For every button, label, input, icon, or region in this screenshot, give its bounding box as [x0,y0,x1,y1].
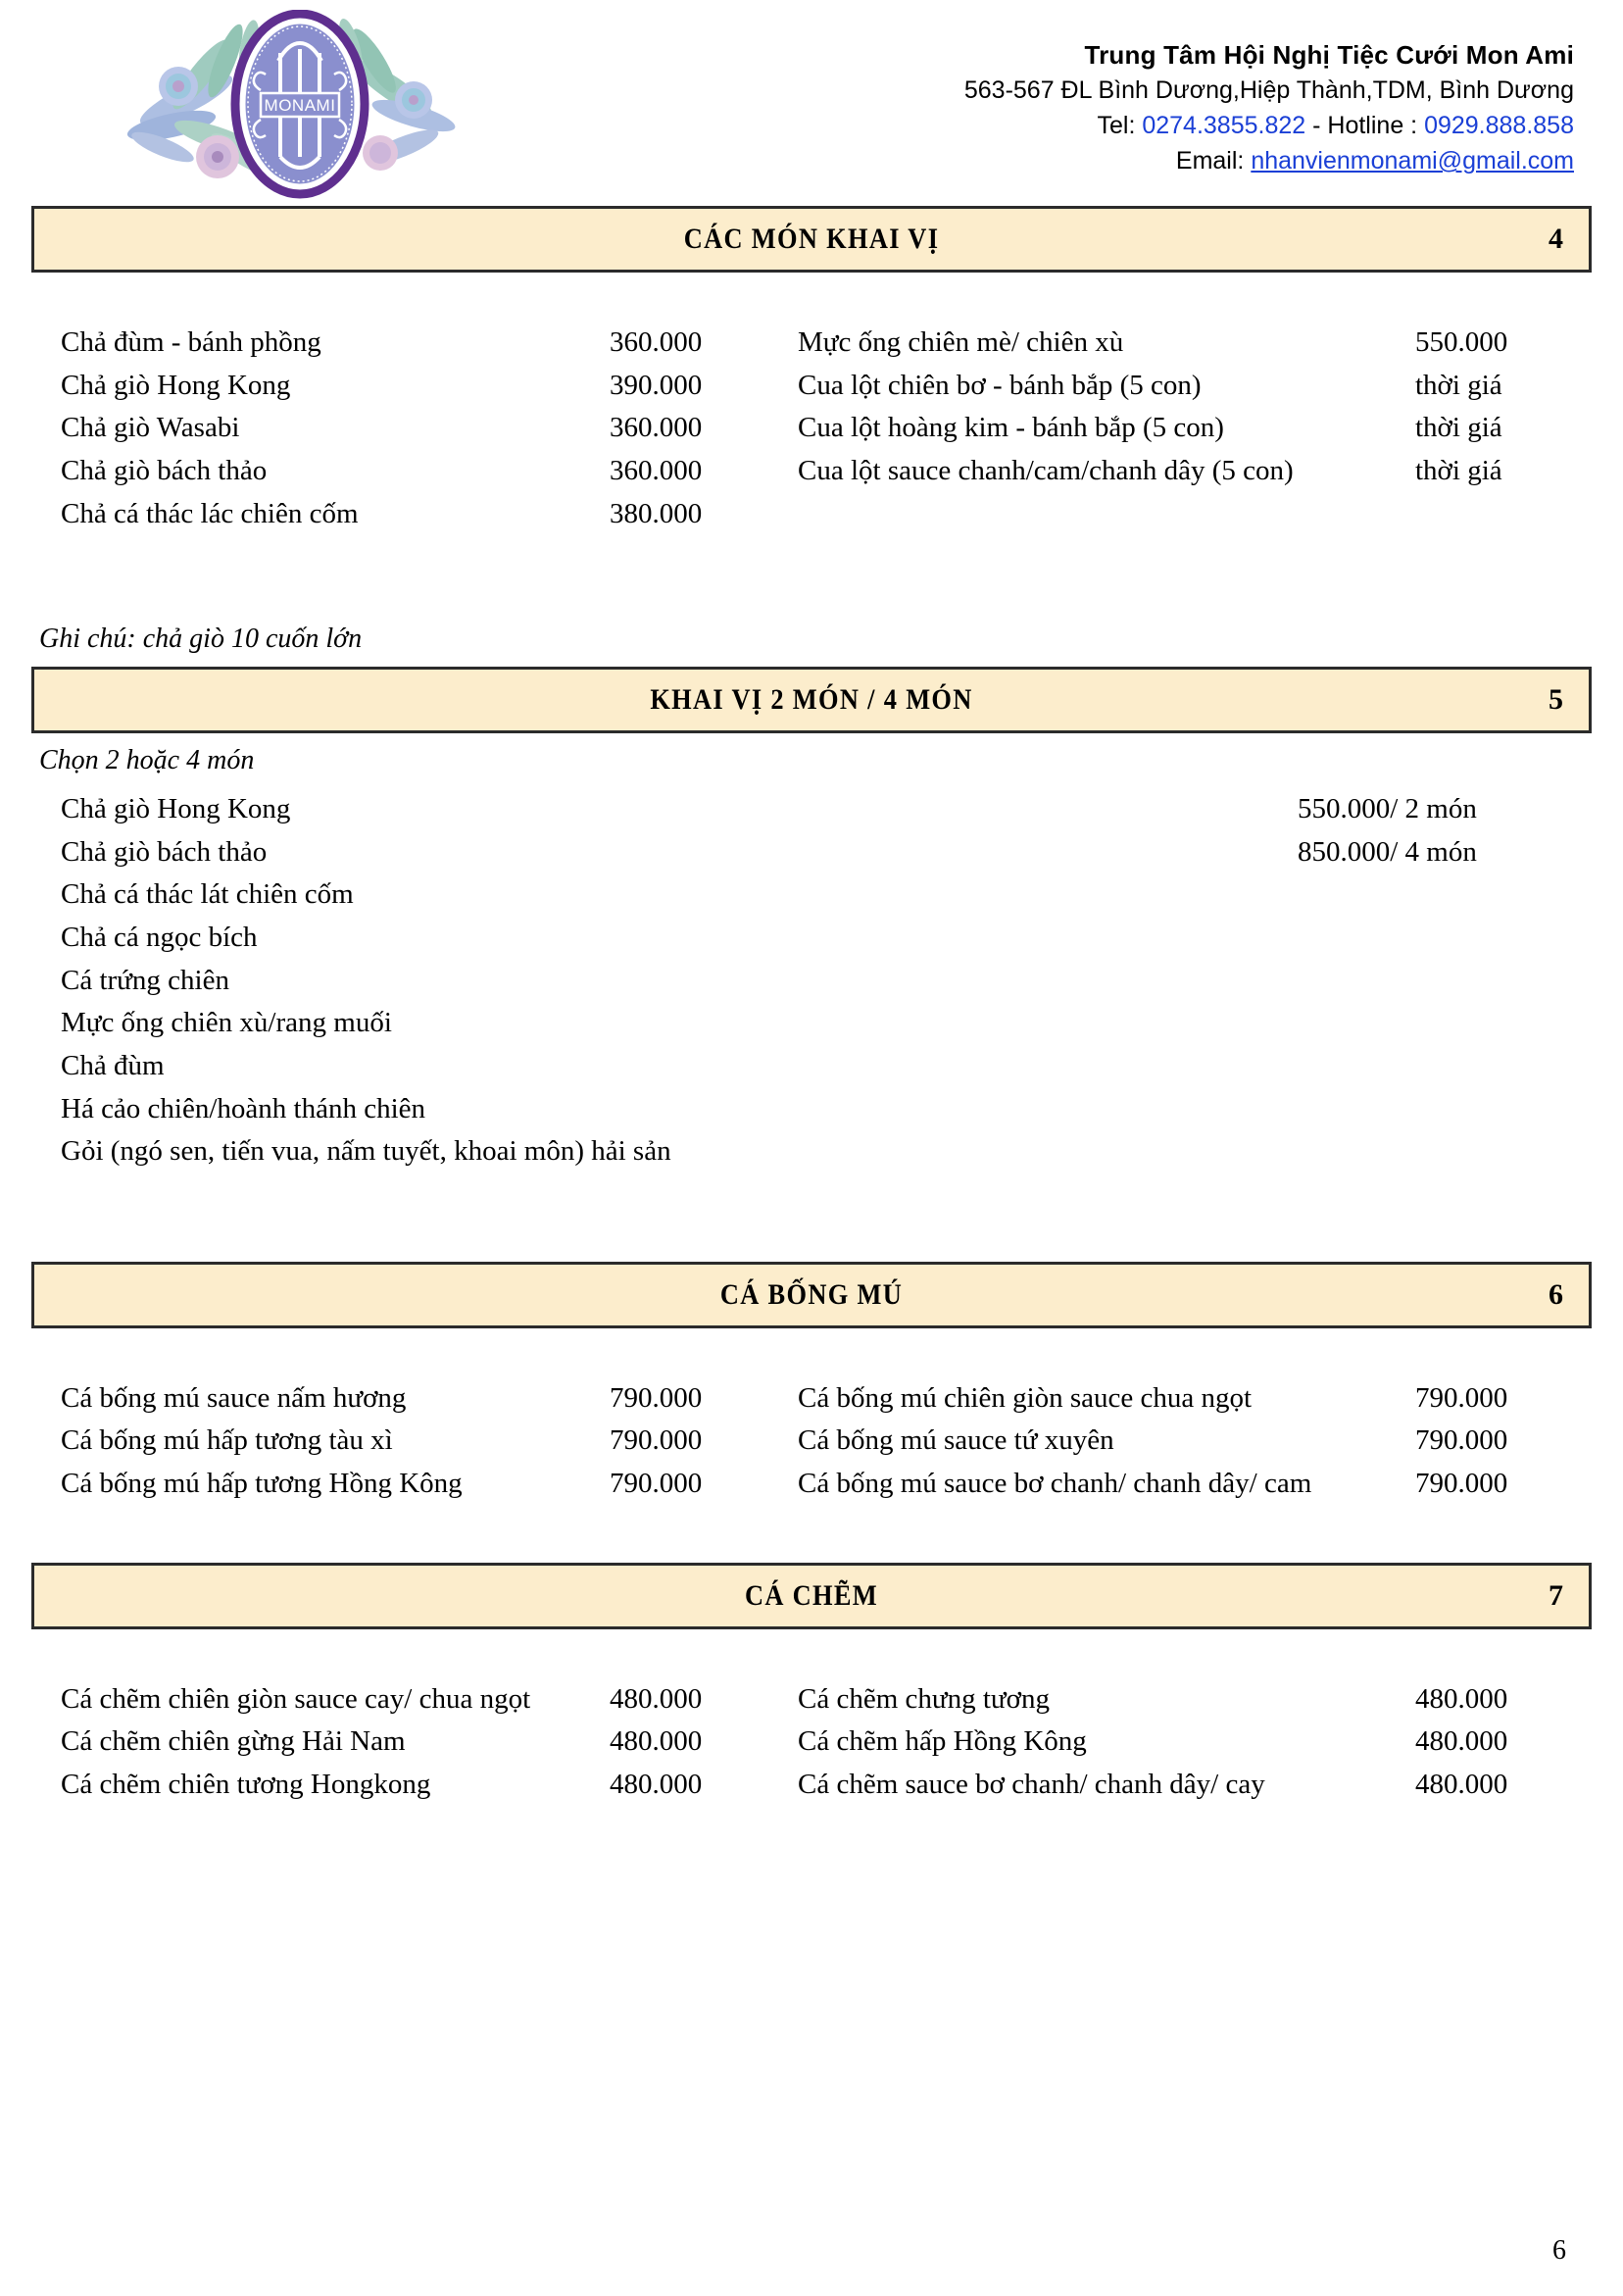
item-price: thời giá [1415,412,1502,444]
section-number: 7 [1549,1578,1563,1612]
item-name: Cá bống mú sauce bơ chanh/ chanh dây/ cam [798,1468,1312,1499]
item-name: Chả giò Wasabi [61,412,240,444]
item-price: 480.000 [1415,1682,1508,1715]
item-price: 480.000 [1415,1768,1508,1800]
item-price: 480.000 [1415,1725,1508,1758]
item-name: Cá chẽm chiên gừng Hải Nam [61,1725,406,1758]
table-row [31,493,1592,536]
item-name: Cá bống mú sauce nấm hương [61,1381,407,1414]
item-price: thời giá [1415,369,1502,401]
section-banner-ca-bong-mu [31,1262,1592,1328]
item-name: Gỏi (ngó sen, tiến vua, nấm tuyết, khoai môn) hải sản [61,1135,671,1168]
item-name: Chả đùm [61,1049,165,1081]
contact-phone-line [964,108,1574,143]
table-row [31,1463,1592,1506]
item-name: Cá bống mú hấp tương tàu xì [61,1424,393,1457]
section-banner-khai-vi [31,206,1592,273]
list-item [31,917,1592,960]
table-row [31,1678,1592,1722]
section-number: 4 [1549,223,1563,255]
tel-number[interactable]: 0274.3855.822 [1142,112,1306,140]
email-label: Email: [1175,147,1252,175]
logo-graphic [69,10,500,206]
item-price: 550.000/ 2 món [1298,793,1477,825]
note-chon-mon: Chọn 2 hoặc 4 món [39,745,255,776]
note-cha-gio: Ghi chú: chả giò 10 cuốn lớn [39,624,363,655]
item-name: Cá trứng chiên [61,964,229,996]
item-name: Chả giò Hong Kong [61,793,291,825]
item-name: Chả giò bách thảo [61,835,268,868]
company-info [964,10,1594,179]
menu-list-khai-vi-2-4 [31,788,1592,1173]
logo-monogram-text: MONAMI [264,96,336,115]
page-header [0,0,1623,206]
item-price [1298,873,1592,917]
item-name: Chả cá ngọc bích [61,922,258,953]
section-number: 6 [1549,1277,1563,1311]
item-price: 360.000 [610,412,703,444]
item-price: 480.000 [610,1768,703,1800]
company-address: 563-567 ĐL Bình Dương,Hiệp Thành,TDM, Bình Dương [963,75,1574,104]
hotline-number[interactable]: 0929.888.858 [1424,112,1574,140]
item-name: Cua lột sauce chanh/cam/chanh dây (5 con) [798,454,1294,486]
table-row [31,1377,1592,1421]
item-name: Cá chẽm chiên giòn sauce cay/ chua ngọt [61,1682,531,1715]
item-name: Cá bống mú hấp tương Hồng Kông [61,1468,463,1499]
item-name: Chả cá thác lác chiên cốm [61,497,359,529]
item-price: 360.000 [610,454,703,486]
item-price [1298,917,1592,960]
table-row [31,1721,1592,1764]
item-price: thời giá [1415,454,1502,486]
item-name: Cá bống mú sauce tứ xuyên [798,1424,1114,1457]
item-price: 390.000 [610,369,703,401]
list-item [31,1045,1592,1088]
section-banner-ca-chem [31,1563,1592,1629]
item-name: Cua lột chiên bơ - bánh bắp (5 con) [798,369,1202,401]
item-price: 480.000 [610,1682,703,1715]
list-item [31,1088,1592,1131]
item-name [776,493,1415,536]
list-item [31,831,1592,874]
hotline-label: - Hotline : [1305,112,1425,140]
table-row [31,407,1592,450]
item-price [1298,1002,1592,1045]
page-number: 6 [1552,2235,1566,2266]
item-price [1298,1088,1592,1131]
item-name: Há cảo chiên/hoành thánh chiên [61,1092,426,1124]
item-price: 790.000 [1415,1468,1508,1499]
item-price [1298,1045,1592,1088]
table-row [31,322,1592,365]
item-name: Cá chẽm chưng tương [798,1682,1050,1715]
item-price: 790.000 [1415,1424,1508,1457]
company-name: Trung Tâm Hội Nghị Tiệc Cưới Mon Ami [1084,40,1574,70]
email-link[interactable]: nhanvienmonami@gmail.com [1251,147,1574,175]
section-title: CÁC MÓN KHAI VỊ [683,223,940,255]
table-row [31,450,1592,493]
list-item [31,788,1592,831]
item-price: 790.000 [610,1424,703,1457]
item-name: Cá chẽm hấp Hồng Kông [798,1725,1087,1758]
monami-logo [69,10,500,206]
section-title: CÁ CHẼM [744,1578,879,1612]
item-name: Chả giò bách thảo [61,454,268,486]
section-banner-khai-vi-2-4 [31,667,1592,733]
item-name: Cua lột hoàng kim - bánh bắp (5 con) [798,412,1224,444]
item-name: Chả đùm - bánh phồng [61,326,321,358]
item-price [1298,960,1592,1003]
item-name: Chả cá thác lát chiên cốm [61,878,354,911]
item-price [1298,1130,1592,1173]
item-price: 360.000 [610,326,703,358]
menu-table-khai-vi [31,322,1592,535]
item-price: 790.000 [610,1381,703,1414]
section-title: CÁ BỐNG MÚ [719,1277,904,1311]
item-name: Cá chẽm chiên tương Hongkong [61,1768,431,1800]
table-row [31,1420,1592,1463]
item-price: 380.000 [610,497,703,529]
item-price [1415,493,1592,536]
item-name: Cá bống mú chiên giòn sauce chua ngọt [798,1381,1253,1414]
item-price: 850.000/ 4 món [1298,835,1477,868]
item-name: Chả giò Hong Kong [61,369,291,401]
item-name: Cá chẽm sauce bơ chanh/ chanh dây/ cay [798,1768,1265,1800]
list-item [31,873,1592,917]
table-row [31,1764,1592,1807]
item-price: 790.000 [1415,1381,1508,1414]
section-number: 5 [1549,683,1563,717]
list-item [31,1130,1592,1173]
menu-table-ca-bong-mu [31,1377,1592,1506]
item-price: 790.000 [610,1468,703,1499]
list-item [31,960,1592,1003]
contact-email-line [964,143,1574,178]
item-name: Mực ống chiên mè/ chiên xù [798,326,1124,358]
item-name: Mực ống chiên xù/rang muối [61,1007,392,1039]
list-item [31,1002,1592,1045]
tel-label: Tel: [1097,112,1143,140]
table-row [31,365,1592,408]
menu-table-ca-chem [31,1678,1592,1807]
item-price: 480.000 [610,1725,703,1758]
item-price: 550.000 [1415,326,1508,358]
section-title: KHAI VỊ 2 MÓN / 4 MÓN [650,683,973,717]
